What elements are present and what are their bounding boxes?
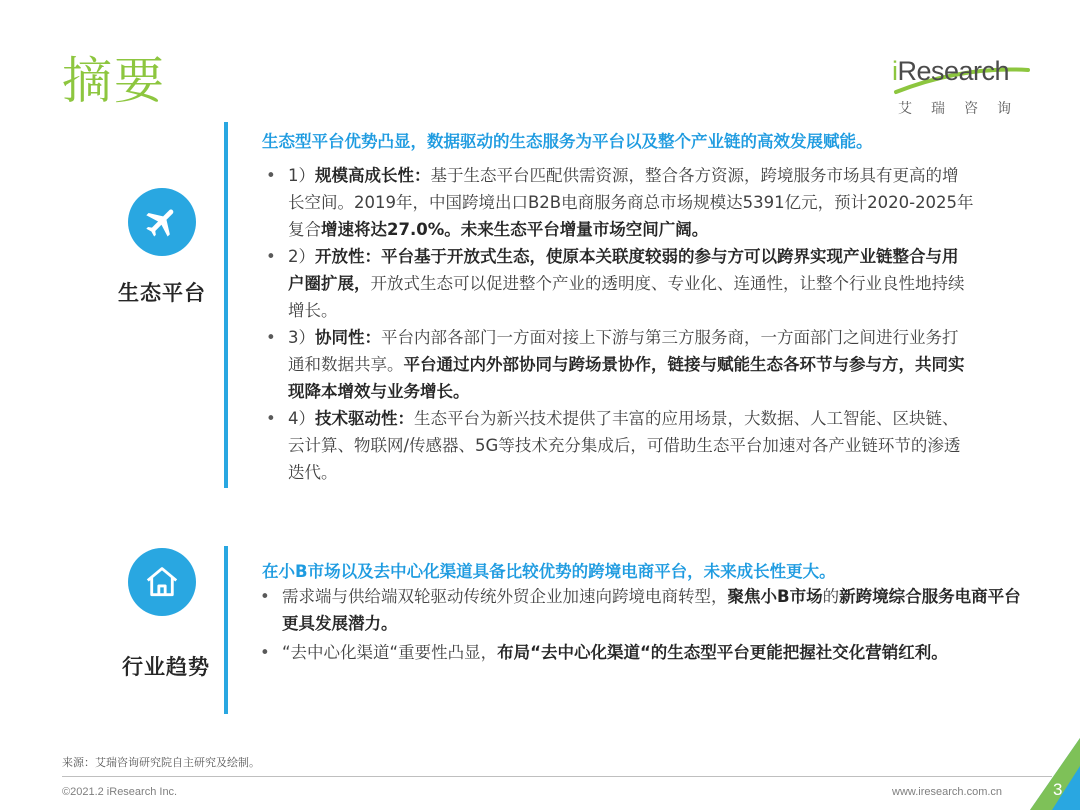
section-divider: [224, 122, 228, 488]
house-icon: [128, 548, 196, 616]
website-link[interactable]: www.iresearch.com.cn: [892, 786, 1003, 798]
page-number: 3: [1053, 780, 1063, 799]
source-note: 来源：艾瑞咨询研究院自主研究及绘制。: [62, 756, 260, 769]
bullet-item: • 1）规模高成长性：基于生态平台匹配供需资源，整合各方资源，跨境服务市场具有更高的增长空间。2019年，中国跨境出口B2B电商服务商总市场规模达5391亿元，预计2020-2025年复合增速将达27.0%。未来生态平台增量市场空间广阔。: [266, 166, 974, 239]
footer-rule: [62, 776, 1052, 777]
airplane-icon: [128, 188, 196, 256]
iresearch-logo: [892, 58, 1032, 128]
section-lead: 生态型平台优势凸显，数据驱动的生态服务为平台以及整个产业链的高效发展赋能。: [262, 132, 873, 151]
bullet-item: • 3）协同性：平台内部各部门一方面对接上下游与第三方服务商，一方面部门之间进行业务打通和数据共享。平台通过内外部协同与跨场景协作，链接与赋能生态各环节与参与方，共同实现降本增效与业务增长。: [266, 328, 965, 401]
section-lead: 在小B市场以及去中心化渠道具备比较优势的跨境电商平台，未来成长性更大。: [262, 562, 836, 581]
bullet-list: [256, 583, 1036, 666]
logo-subtitle: 艾瑞咨询: [898, 101, 1030, 117]
copyright: ©2021.2 iResearch Inc.: [62, 786, 178, 798]
section-label-trend: 行业趋势: [122, 655, 210, 679]
bullet-item: • 需求端与供给端双轮驱动传统外贸企业加速向跨境电商转型，聚焦小B市场的新跨境综合服务电商平台更具发展潜力。: [260, 587, 1021, 633]
section-label-ecosystem: 生态平台: [118, 281, 206, 305]
bullet-item: • 2）开放性：平台基于开放式生态，使原本关联度较弱的参与方可以跨界实现产业链整合与用户圈扩展，开放式生态可以促进整个产业的透明度、专业化、连通性，让整个行业良性地持续增长。: [266, 247, 965, 320]
bullet-list: [262, 162, 974, 486]
section-divider: [224, 546, 228, 714]
logo-wordmark: iResearch: [892, 56, 1010, 86]
bullet-item: • 4）技术驱动性：生态平台为新兴技术提供了丰富的应用场景，大数据、人工智能、区块链、云计算、物联网/传感器、5G等技术充分集成后，可借助生态平台加速对各产业链环节的渗透迭代。: [266, 409, 961, 482]
page-title: 摘要: [62, 52, 166, 110]
bullet-item: • “去中心化渠道“重要性凸显，布局“去中心化渠道“的生态型平台更能把握社交化营销红利。: [260, 643, 948, 662]
